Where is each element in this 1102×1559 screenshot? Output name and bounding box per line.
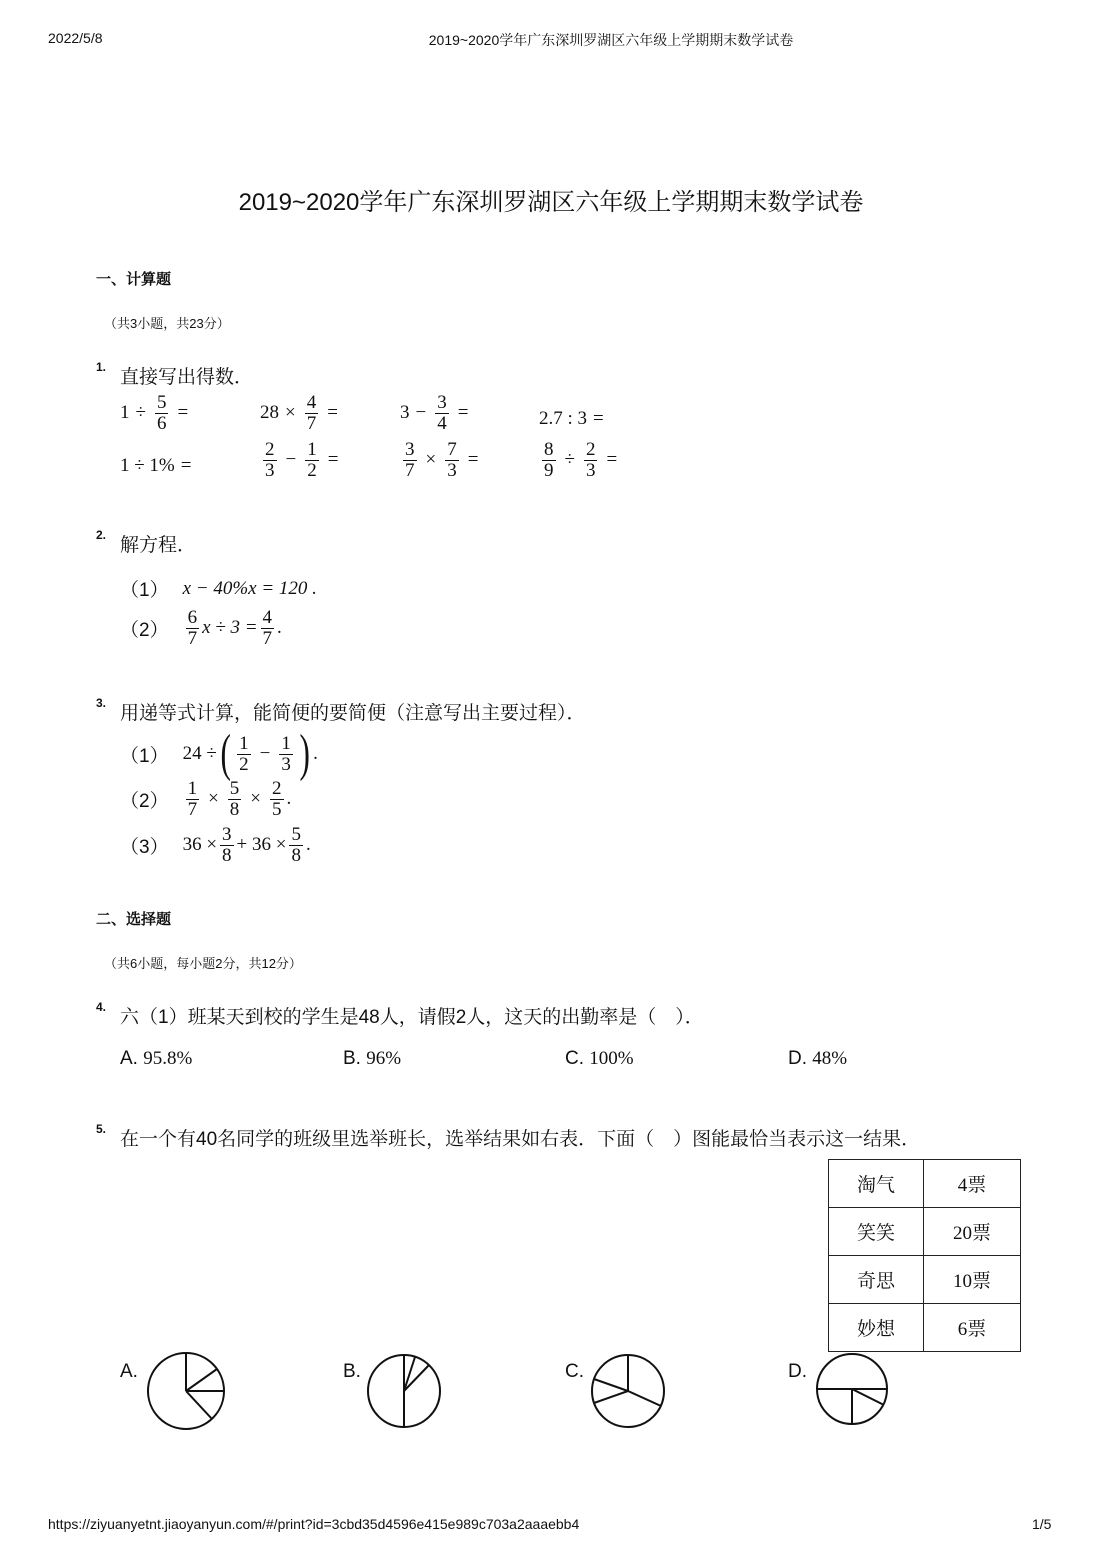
pie-chart-b[interactable] xyxy=(360,1347,452,1439)
page-title: 2019~2020学年广东深圳罗湖区六年级上学期期末数学试卷 xyxy=(238,189,864,216)
question-text: 在一个有40名同学的班级里选举班长，选举结果如右表．下面（ ）图能最恰当表示这一结果． xyxy=(120,1129,921,1150)
vote-results-table xyxy=(828,1159,1021,1352)
expr-1c: 3 − $\frac{3}{4}$ = xyxy=(400,392,469,434)
section-note-choice: （共6小题，每小题2分，共12分） xyxy=(104,956,302,971)
table-row: 笑笑 20票 xyxy=(829,1208,1021,1256)
question-text: 用递等式计算，能简便的要简便（注意写出主要过程）． xyxy=(120,703,586,724)
section-heading-choice: 二、选择题 xyxy=(96,911,172,928)
question-number: 2. xyxy=(96,528,107,542)
expr-1d: 2.7 : 3 = xyxy=(539,408,604,429)
option-a[interactable]: A. 95.8% xyxy=(120,1048,193,1069)
pie-option-b-label[interactable]: B. xyxy=(343,1361,361,1382)
section-note-calculation: （共3小题，共23分） xyxy=(104,316,230,331)
expr-1h: $\frac{8}{9}$ ÷ $\frac{2}{3}$ = xyxy=(544,439,618,481)
pie-option-c-label[interactable]: C. xyxy=(565,1361,584,1382)
expr-1f: $\frac{2}{3}$ − $\frac{1}{2}$ = xyxy=(265,439,339,481)
option-c[interactable]: C. 100% xyxy=(565,1048,634,1069)
question-text: 直接写出得数． xyxy=(120,367,254,388)
question-number: 5. xyxy=(96,1122,107,1136)
question-number: 4. xyxy=(96,1000,107,1014)
question-number: 3. xyxy=(96,696,107,710)
expression-3-1: （1） 24 ÷ ( $\frac{1}{2}$ − $\frac{1}{3}$ ) . xyxy=(120,725,318,782)
table-row: 淘气 4票 xyxy=(829,1160,1021,1208)
pie-chart-a[interactable] xyxy=(140,1347,232,1439)
expr-1b: 28 × $\frac{4}{7}$ = xyxy=(260,392,338,434)
print-header-title: 2019~2020学年广东深圳罗湖区六年级上学期期末数学试卷 xyxy=(428,32,794,48)
print-date: 2022/5/8 xyxy=(48,30,103,46)
table-row: 奇思 10票 xyxy=(829,1256,1021,1304)
expr-1a: 1 ÷ $\frac{5}{6}$ = xyxy=(120,392,189,434)
section-heading-calculation: 一、计算题 xyxy=(96,271,172,288)
option-b[interactable]: B. 96% xyxy=(343,1048,402,1069)
equation-2-1: （1） x − 40%x = 120 . xyxy=(120,577,317,601)
expr-1g: $\frac{3}{7}$ × $\frac{7}{3}$ = xyxy=(405,439,479,481)
question-text: 六（1）班某天到校的学生是48人，请假2人，这天的出勤率是（ ）． xyxy=(120,1007,704,1028)
option-d[interactable]: D. 48% xyxy=(788,1048,848,1069)
footer-url[interactable]: https://ziyuanyetnt.jiaoyanyun.com/#/print?id=3cbd35d4596e415e989c703a2aaaebb4 xyxy=(48,1516,580,1532)
expression-3-3: （3） 36 × $\frac{3}{8}$ + 36 × $\frac{5}{8}$ . xyxy=(120,824,311,866)
pie-chart-c[interactable] xyxy=(584,1347,676,1439)
expression-3-2: （2） $\frac{1}{7}$ × $\frac{5}{8}$ × $\frac{2}{5}$ . xyxy=(120,778,292,820)
expr-1e: 1 ÷ 1% = xyxy=(120,455,192,476)
table-row: 妙想 6票 xyxy=(829,1304,1021,1352)
equation-2-2: （2） $\frac{6}{7}$ x ÷ 3 = $\frac{4}{7}$ . xyxy=(120,607,282,649)
pie-chart-d[interactable] xyxy=(810,1347,902,1439)
question-text: 解方程． xyxy=(120,535,197,556)
pie-option-a-label[interactable]: A. xyxy=(120,1361,138,1382)
question-number: 1. xyxy=(96,360,107,374)
pie-option-d-label[interactable]: D. xyxy=(788,1361,807,1382)
page-number: 1/5 xyxy=(1032,1516,1052,1532)
